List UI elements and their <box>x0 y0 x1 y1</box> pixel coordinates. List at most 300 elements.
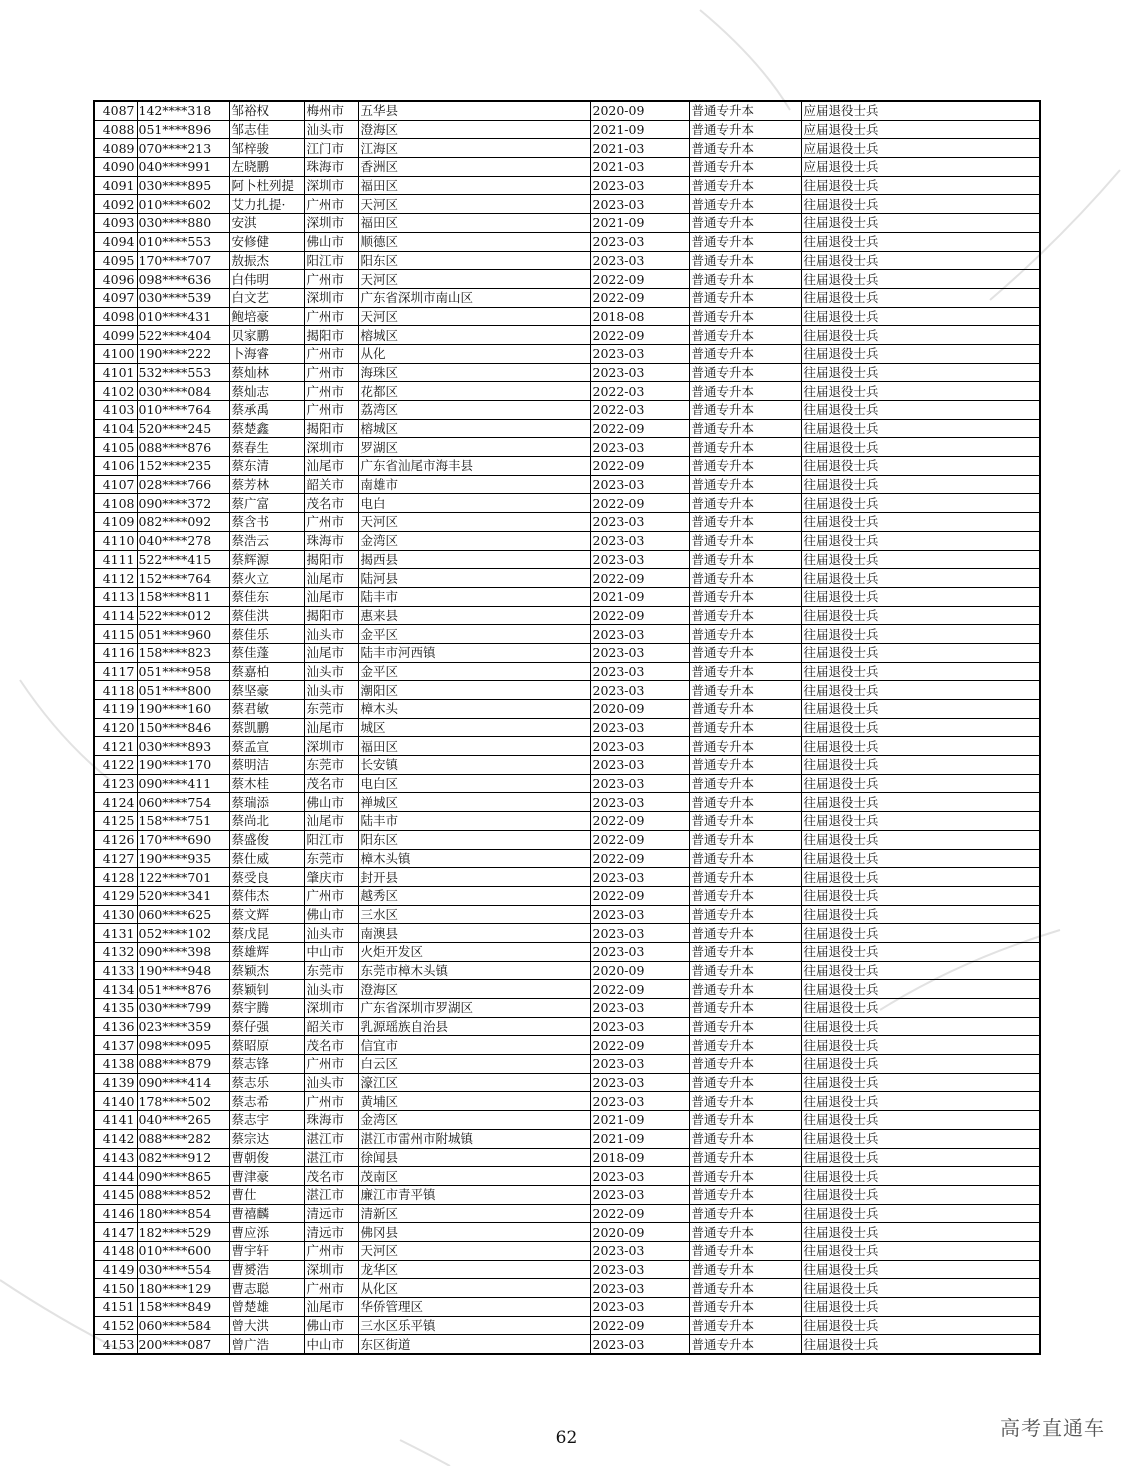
row-date: 2022-09 <box>590 980 689 999</box>
row-category: 往届退役士兵 <box>801 1316 1040 1335</box>
row-category: 往届退役士兵 <box>801 1298 1040 1317</box>
row-city: 韶关市 <box>304 1017 358 1036</box>
row-city: 珠海市 <box>304 1111 358 1130</box>
row-name: 鲍培豪 <box>229 307 304 326</box>
row-district: 龙华区 <box>358 1260 590 1279</box>
row-seq: 4100 <box>94 344 137 363</box>
row-program: 普通专升本 <box>689 438 801 457</box>
row-district: 福田区 <box>358 737 590 756</box>
row-program: 普通专升本 <box>689 1073 801 1092</box>
row-district: 榕城区 <box>358 419 590 438</box>
row-district: 揭西县 <box>358 550 590 569</box>
row-exam-id: 051****960 <box>137 625 229 644</box>
row-seq: 4089 <box>94 139 137 158</box>
row-seq: 4133 <box>94 961 137 980</box>
table-row <box>94 1167 1040 1186</box>
row-date: 2022-09 <box>590 419 689 438</box>
row-name: 邹志佳 <box>229 120 304 139</box>
row-name: 曹志聪 <box>229 1279 304 1298</box>
row-program: 普通专升本 <box>689 756 801 775</box>
row-city: 佛山市 <box>304 905 358 924</box>
row-category: 往届退役士兵 <box>801 550 1040 569</box>
row-district: 清新区 <box>358 1204 590 1223</box>
row-exam-id: 010****600 <box>137 1241 229 1260</box>
row-name: 蔡坚豪 <box>229 681 304 700</box>
row-exam-id: 190****935 <box>137 849 229 868</box>
row-program: 普通专升本 <box>689 905 801 924</box>
row-program: 普通专升本 <box>689 158 801 177</box>
row-category: 往届退役士兵 <box>801 307 1040 326</box>
row-name: 白伟明 <box>229 270 304 289</box>
row-program: 普通专升本 <box>689 1316 801 1335</box>
row-city: 中山市 <box>304 1335 358 1354</box>
table-row <box>94 849 1040 868</box>
row-category: 往届退役士兵 <box>801 587 1040 606</box>
brand-watermark: 高考直通车 <box>1000 1416 1105 1440</box>
row-program: 普通专升本 <box>689 1223 801 1242</box>
row-seq: 4087 <box>94 101 137 120</box>
row-category: 往届退役士兵 <box>801 438 1040 457</box>
row-seq: 4150 <box>94 1279 137 1298</box>
row-exam-id: 082****092 <box>137 513 229 532</box>
row-district: 乳源瑶族自治县 <box>358 1017 590 1036</box>
row-program: 普通专升本 <box>689 812 801 831</box>
row-seq: 4098 <box>94 307 137 326</box>
row-date: 2022-09 <box>590 606 689 625</box>
row-exam-id: 158****849 <box>137 1298 229 1317</box>
row-seq: 4093 <box>94 214 137 233</box>
row-category: 往届退役士兵 <box>801 868 1040 887</box>
row-name: 敖振杰 <box>229 251 304 270</box>
row-category: 往届退役士兵 <box>801 1073 1040 1092</box>
row-date: 2023-03 <box>590 550 689 569</box>
row-program: 普通专升本 <box>689 326 801 345</box>
row-category: 往届退役士兵 <box>801 1223 1040 1242</box>
row-city: 茂名市 <box>304 1167 358 1186</box>
row-city: 汕头市 <box>304 662 358 681</box>
row-city: 珠海市 <box>304 531 358 550</box>
row-name: 蔡昭原 <box>229 1036 304 1055</box>
row-seq: 4142 <box>94 1129 137 1148</box>
row-program: 普通专升本 <box>689 849 801 868</box>
row-seq: 4102 <box>94 382 137 401</box>
row-category: 往届退役士兵 <box>801 494 1040 513</box>
row-exam-id: 051****876 <box>137 980 229 999</box>
row-city: 深圳市 <box>304 288 358 307</box>
row-name: 蔡伟杰 <box>229 886 304 905</box>
row-date: 2023-03 <box>590 438 689 457</box>
row-city: 揭阳市 <box>304 606 358 625</box>
row-category: 往届退役士兵 <box>801 344 1040 363</box>
row-city: 汕头市 <box>304 1073 358 1092</box>
row-date: 2023-03 <box>590 924 689 943</box>
row-date: 2022-09 <box>590 849 689 868</box>
row-program: 普通专升本 <box>689 120 801 139</box>
row-district: 湛江市雷州市附城镇 <box>358 1129 590 1148</box>
row-district: 樟木头镇 <box>358 849 590 868</box>
row-name: 曹朝俊 <box>229 1148 304 1167</box>
row-category: 往届退役士兵 <box>801 513 1040 532</box>
row-seq: 4105 <box>94 438 137 457</box>
row-program: 普通专升本 <box>689 344 801 363</box>
row-district: 广东省深圳市罗湖区 <box>358 999 590 1018</box>
row-city: 佛山市 <box>304 1316 358 1335</box>
row-city: 广州市 <box>304 1092 358 1111</box>
row-district: 海珠区 <box>358 363 590 382</box>
row-program: 普通专升本 <box>689 868 801 887</box>
row-category: 往届退役士兵 <box>801 401 1040 420</box>
row-exam-id: 170****690 <box>137 830 229 849</box>
row-district: 陆丰市河西镇 <box>358 643 590 662</box>
row-category: 往届退役士兵 <box>801 681 1040 700</box>
row-district: 澄海区 <box>358 980 590 999</box>
row-exam-id: 040****991 <box>137 158 229 177</box>
row-program: 普通专升本 <box>689 475 801 494</box>
row-exam-id: 030****893 <box>137 737 229 756</box>
row-date: 2021-03 <box>590 139 689 158</box>
row-program: 普通专升本 <box>689 681 801 700</box>
row-name: 蔡盛俊 <box>229 830 304 849</box>
row-program: 普通专升本 <box>689 924 801 943</box>
row-exam-id: 190****222 <box>137 344 229 363</box>
row-date: 2023-03 <box>590 625 689 644</box>
row-district: 东区街道 <box>358 1335 590 1354</box>
row-date: 2023-03 <box>590 1167 689 1186</box>
row-seq: 4109 <box>94 513 137 532</box>
row-program: 普通专升本 <box>689 774 801 793</box>
row-name: 安修健 <box>229 232 304 251</box>
row-program: 普通专升本 <box>689 1111 801 1130</box>
row-name: 蔡受良 <box>229 868 304 887</box>
table-row <box>94 120 1040 139</box>
row-program: 普通专升本 <box>689 1167 801 1186</box>
row-city: 广州市 <box>304 401 358 420</box>
row-program: 普通专升本 <box>689 288 801 307</box>
table-row <box>94 606 1040 625</box>
row-name: 蔡君敏 <box>229 700 304 719</box>
row-category: 往届退役士兵 <box>801 942 1040 961</box>
row-district: 从化 <box>358 344 590 363</box>
row-name: 蔡楚鑫 <box>229 419 304 438</box>
row-category: 往届退役士兵 <box>801 830 1040 849</box>
table-row <box>94 718 1040 737</box>
row-exam-id: 090****398 <box>137 942 229 961</box>
row-exam-id: 010****764 <box>137 401 229 420</box>
table-row <box>94 625 1040 644</box>
row-name: 蔡佳洪 <box>229 606 304 625</box>
table-row <box>94 830 1040 849</box>
row-date: 2018-09 <box>590 1148 689 1167</box>
row-date: 2022-09 <box>590 830 689 849</box>
row-district: 天河区 <box>358 1241 590 1260</box>
row-name: 曹津豪 <box>229 1167 304 1186</box>
row-exam-id: 010****553 <box>137 232 229 251</box>
row-seq: 4138 <box>94 1055 137 1074</box>
row-district: 三水区 <box>358 905 590 924</box>
row-program: 普通专升本 <box>689 625 801 644</box>
row-date: 2022-09 <box>590 494 689 513</box>
row-category: 往届退役士兵 <box>801 812 1040 831</box>
row-date: 2022-09 <box>590 812 689 831</box>
row-district: 天河区 <box>358 270 590 289</box>
row-category: 往届退役士兵 <box>801 924 1040 943</box>
row-date: 2022-09 <box>590 457 689 476</box>
row-seq: 4146 <box>94 1204 137 1223</box>
row-exam-id: 052****102 <box>137 924 229 943</box>
row-program: 普通专升本 <box>689 961 801 980</box>
row-category: 往届退役士兵 <box>801 531 1040 550</box>
row-exam-id: 142****318 <box>137 101 229 120</box>
row-city: 深圳市 <box>304 214 358 233</box>
row-program: 普通专升本 <box>689 1335 801 1354</box>
row-district: 金平区 <box>358 625 590 644</box>
table-row <box>94 569 1040 588</box>
row-date: 2023-03 <box>590 1017 689 1036</box>
row-category: 往届退役士兵 <box>801 625 1040 644</box>
row-category: 往届退役士兵 <box>801 1036 1040 1055</box>
row-district: 南雄市 <box>358 475 590 494</box>
row-district: 长安镇 <box>358 756 590 775</box>
row-program: 普通专升本 <box>689 195 801 214</box>
table-row <box>94 662 1040 681</box>
row-date: 2021-09 <box>590 120 689 139</box>
row-category: 往届退役士兵 <box>801 999 1040 1018</box>
table-row <box>94 905 1040 924</box>
row-district: 天河区 <box>358 195 590 214</box>
row-seq: 4139 <box>94 1073 137 1092</box>
row-program: 普通专升本 <box>689 980 801 999</box>
row-city: 湛江市 <box>304 1129 358 1148</box>
row-exam-id: 152****764 <box>137 569 229 588</box>
row-district: 金平区 <box>358 662 590 681</box>
roster-table <box>93 100 1041 1355</box>
table-row <box>94 812 1040 831</box>
row-date: 2023-03 <box>590 1279 689 1298</box>
row-city: 汕尾市 <box>304 718 358 737</box>
row-city: 广州市 <box>304 344 358 363</box>
row-district: 陆丰市 <box>358 587 590 606</box>
row-district: 徐闻县 <box>358 1148 590 1167</box>
row-exam-id: 023****359 <box>137 1017 229 1036</box>
row-program: 普通专升本 <box>689 270 801 289</box>
row-category: 应届退役士兵 <box>801 101 1040 120</box>
row-seq: 4152 <box>94 1316 137 1335</box>
row-city: 汕尾市 <box>304 569 358 588</box>
row-category: 往届退役士兵 <box>801 232 1040 251</box>
row-exam-id: 051****896 <box>137 120 229 139</box>
row-seq: 4135 <box>94 999 137 1018</box>
row-date: 2021-03 <box>590 158 689 177</box>
row-date: 2022-09 <box>590 326 689 345</box>
row-seq: 4132 <box>94 942 137 961</box>
row-category: 往届退役士兵 <box>801 718 1040 737</box>
row-date: 2020-09 <box>590 1223 689 1242</box>
row-name: 贝家鹏 <box>229 326 304 345</box>
row-category: 往届退役士兵 <box>801 475 1040 494</box>
row-seq: 4090 <box>94 158 137 177</box>
row-exam-id: 190****170 <box>137 756 229 775</box>
row-name: 邹梓骏 <box>229 139 304 158</box>
row-exam-id: 158****751 <box>137 812 229 831</box>
row-name: 蔡仔强 <box>229 1017 304 1036</box>
row-city: 珠海市 <box>304 158 358 177</box>
row-district: 南澳县 <box>358 924 590 943</box>
row-city: 茂名市 <box>304 1036 358 1055</box>
row-seq: 4148 <box>94 1241 137 1260</box>
row-name: 艾力扎提· <box>229 195 304 214</box>
row-seq: 4116 <box>94 643 137 662</box>
row-name: 蔡宗达 <box>229 1129 304 1148</box>
row-seq: 4151 <box>94 1298 137 1317</box>
row-seq: 4126 <box>94 830 137 849</box>
row-district: 顺德区 <box>358 232 590 251</box>
row-district: 廉江市青平镇 <box>358 1185 590 1204</box>
row-district: 金湾区 <box>358 531 590 550</box>
table-row <box>94 270 1040 289</box>
row-date: 2023-03 <box>590 999 689 1018</box>
row-exam-id: 122****701 <box>137 868 229 887</box>
row-category: 往届退役士兵 <box>801 176 1040 195</box>
row-city: 佛山市 <box>304 793 358 812</box>
row-exam-id: 178****502 <box>137 1092 229 1111</box>
row-seq: 4091 <box>94 176 137 195</box>
row-date: 2023-03 <box>590 718 689 737</box>
table-row <box>94 1316 1040 1335</box>
row-name: 蔡东清 <box>229 457 304 476</box>
row-program: 普通专升本 <box>689 718 801 737</box>
row-program: 普通专升本 <box>689 550 801 569</box>
row-name: 曾楚雄 <box>229 1298 304 1317</box>
row-category: 往届退役士兵 <box>801 419 1040 438</box>
row-name: 蔡文辉 <box>229 905 304 924</box>
row-seq: 4140 <box>94 1092 137 1111</box>
row-seq: 4113 <box>94 587 137 606</box>
row-name: 曾广浩 <box>229 1335 304 1354</box>
row-date: 2023-03 <box>590 1241 689 1260</box>
table-row <box>94 101 1040 120</box>
row-seq: 4125 <box>94 812 137 831</box>
row-district: 阳东区 <box>358 830 590 849</box>
row-date: 2023-03 <box>590 681 689 700</box>
row-name: 蔡辉源 <box>229 550 304 569</box>
row-city: 中山市 <box>304 942 358 961</box>
table-row <box>94 531 1040 550</box>
row-city: 汕头市 <box>304 924 358 943</box>
row-program: 普通专升本 <box>689 830 801 849</box>
row-district: 电白区 <box>358 774 590 793</box>
row-date: 2023-03 <box>590 942 689 961</box>
row-city: 江门市 <box>304 139 358 158</box>
row-category: 往届退役士兵 <box>801 1055 1040 1074</box>
row-date: 2022-03 <box>590 401 689 420</box>
row-seq: 4145 <box>94 1185 137 1204</box>
table-row <box>94 793 1040 812</box>
row-district: 福田区 <box>358 214 590 233</box>
table-row <box>94 457 1040 476</box>
row-district: 香洲区 <box>358 158 590 177</box>
row-category: 往届退役士兵 <box>801 662 1040 681</box>
row-category: 往届退役士兵 <box>801 849 1040 868</box>
row-program: 普通专升本 <box>689 307 801 326</box>
row-seq: 4110 <box>94 531 137 550</box>
row-seq: 4104 <box>94 419 137 438</box>
table-row <box>94 980 1040 999</box>
row-district: 阳东区 <box>358 251 590 270</box>
row-seq: 4099 <box>94 326 137 345</box>
row-city: 东莞市 <box>304 700 358 719</box>
row-city: 佛山市 <box>304 232 358 251</box>
row-district: 城区 <box>358 718 590 737</box>
row-seq: 4143 <box>94 1148 137 1167</box>
row-seq: 4114 <box>94 606 137 625</box>
row-seq: 4124 <box>94 793 137 812</box>
table-row <box>94 1148 1040 1167</box>
row-program: 普通专升本 <box>689 587 801 606</box>
table-row <box>94 886 1040 905</box>
table-row <box>94 251 1040 270</box>
row-date: 2023-03 <box>590 643 689 662</box>
row-exam-id: 030****895 <box>137 176 229 195</box>
row-category: 往届退役士兵 <box>801 288 1040 307</box>
row-exam-id: 522****012 <box>137 606 229 625</box>
table-row <box>94 942 1040 961</box>
table-row <box>94 1260 1040 1279</box>
row-exam-id: 060****584 <box>137 1316 229 1335</box>
row-name: 蔡芳林 <box>229 475 304 494</box>
row-exam-id: 010****431 <box>137 307 229 326</box>
row-city: 汕头市 <box>304 625 358 644</box>
row-name: 阿卜杜列提 <box>229 176 304 195</box>
row-date: 2021-09 <box>590 1129 689 1148</box>
row-district: 三水区乐平镇 <box>358 1316 590 1335</box>
row-seq: 4119 <box>94 700 137 719</box>
row-seq: 4121 <box>94 737 137 756</box>
row-name: 蔡灿林 <box>229 363 304 382</box>
row-seq: 4103 <box>94 401 137 420</box>
row-category: 往届退役士兵 <box>801 1204 1040 1223</box>
row-city: 韶关市 <box>304 475 358 494</box>
table-row <box>94 494 1040 513</box>
row-city: 汕头市 <box>304 120 358 139</box>
row-date: 2023-03 <box>590 905 689 924</box>
row-seq: 4147 <box>94 1223 137 1242</box>
row-city: 汕尾市 <box>304 812 358 831</box>
row-date: 2023-03 <box>590 195 689 214</box>
row-district: 潮阳区 <box>358 681 590 700</box>
row-category: 往届退役士兵 <box>801 1241 1040 1260</box>
row-exam-id: 532****553 <box>137 363 229 382</box>
row-district: 榕城区 <box>358 326 590 345</box>
table-row <box>94 214 1040 233</box>
table-row <box>94 232 1040 251</box>
row-name: 蔡春生 <box>229 438 304 457</box>
row-date: 2021-09 <box>590 587 689 606</box>
row-exam-id: 190****948 <box>137 961 229 980</box>
row-date: 2018-08 <box>590 307 689 326</box>
row-exam-id: 090****372 <box>137 494 229 513</box>
row-category: 往届退役士兵 <box>801 606 1040 625</box>
row-date: 2022-03 <box>590 382 689 401</box>
row-name: 曹应泺 <box>229 1223 304 1242</box>
row-name: 曹禧麟 <box>229 1204 304 1223</box>
row-date: 2021-09 <box>590 214 689 233</box>
row-date: 2023-03 <box>590 1260 689 1279</box>
row-district: 陆河县 <box>358 569 590 588</box>
row-name: 蔡佳东 <box>229 587 304 606</box>
row-name: 邹裕权 <box>229 101 304 120</box>
row-district: 黄埔区 <box>358 1092 590 1111</box>
row-date: 2023-03 <box>590 793 689 812</box>
